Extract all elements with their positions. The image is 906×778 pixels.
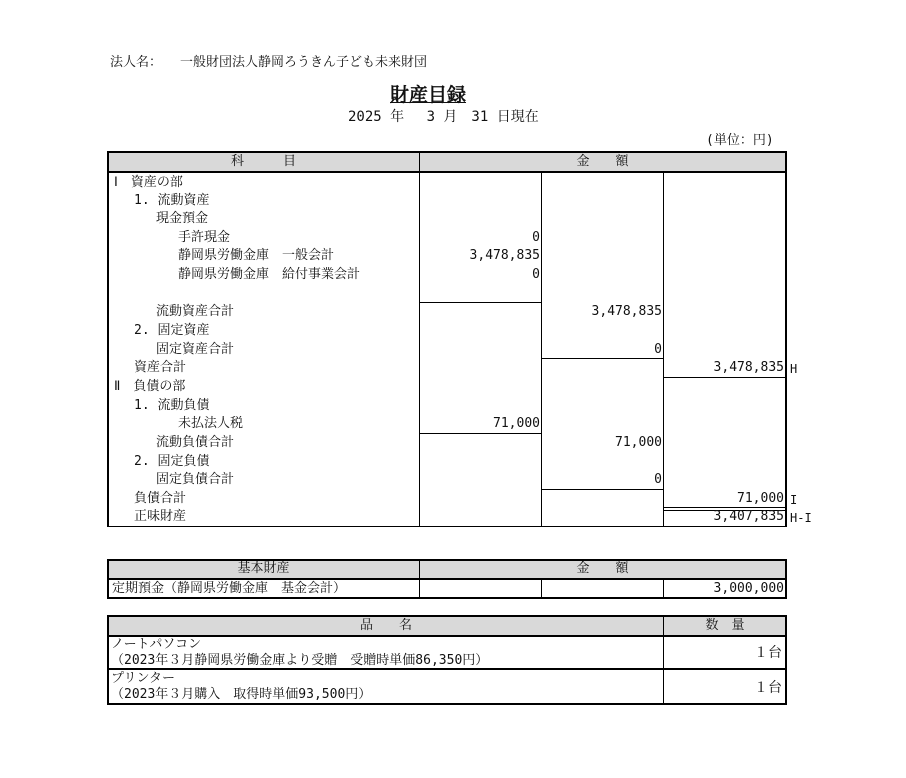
- row-current-assets-total: 流動資産合計: [156, 304, 235, 319]
- report-date: 2025 年 3 月 31 日現在: [348, 109, 539, 125]
- val-rokin-general: 3,478,835: [469, 248, 540, 263]
- item-qty: １台: [754, 645, 782, 661]
- row-rokin-general: 静岡県労働金庫 一般会計: [178, 248, 335, 263]
- row-cash-deposits: 現金預金: [156, 211, 209, 226]
- col-header-amount: 金 額: [576, 154, 629, 169]
- mark-net-assets: H-I: [790, 511, 812, 525]
- row-fixed-assets-total: 固定資産合計: [156, 342, 235, 357]
- item-note: （2023年３月静岡県労働金庫より受贈 受贈時単価86,350円）: [111, 653, 489, 668]
- val-rokin-benefit: 0: [532, 267, 540, 282]
- row-petty-cash: 手許現金: [178, 230, 231, 245]
- val-petty-cash: 0: [532, 230, 540, 245]
- mark-liab-total: I: [790, 493, 798, 507]
- item-qty: １台: [754, 680, 782, 696]
- row-assets-total: 資産合計: [134, 360, 187, 375]
- row-current-assets: 1. 流動資産: [134, 193, 210, 208]
- val-net-assets: 3,407,835: [713, 509, 784, 524]
- val-fixed-assets-total: 0: [654, 342, 662, 357]
- row-fixed-assets: 2. 固定資産: [134, 323, 210, 338]
- unit-label: (単位：円): [706, 133, 774, 148]
- val-assets-total: 3,478,835: [713, 360, 784, 375]
- row-liab-total: 負債合計: [134, 491, 187, 506]
- val-unpaid-tax: 71,000: [493, 416, 540, 431]
- row-rokin-benefit: 静岡県労働金庫 給付事業会計: [178, 267, 361, 282]
- row-net-assets: 正味財産: [134, 509, 187, 524]
- mark-assets-total: H: [790, 362, 798, 376]
- val-liab-total: 71,000: [737, 491, 784, 506]
- endowment-row-label: 定期預金（静岡県労働金庫 基金会計）: [112, 581, 347, 596]
- item-name: プリンター: [111, 671, 175, 686]
- col-header-subject: 科 目: [230, 154, 296, 169]
- item-name: ノートパソコン: [111, 637, 202, 652]
- endowment-row-value: 3,000,000: [713, 581, 784, 596]
- row-current-liab: 1. 流動負債: [134, 398, 210, 413]
- col-header-endowment: 基本財産: [237, 561, 290, 576]
- page-title: 財産目録: [390, 84, 467, 106]
- org-label: 法人名：: [110, 55, 163, 70]
- row-liabilities: Ⅱ 負債の部: [114, 379, 186, 394]
- col-header-endowment-amount: 金 額: [576, 561, 629, 576]
- col-header-qty: 数 量: [705, 618, 745, 633]
- row-current-liab-total: 流動負債合計: [156, 435, 235, 450]
- row-assets: Ⅰ 資産の部: [114, 175, 183, 190]
- val-fixed-liab-total: 0: [654, 472, 662, 487]
- row-fixed-liab-total: 固定負債合計: [156, 472, 235, 487]
- val-current-liab-total: 71,000: [615, 435, 662, 450]
- item-note: （2023年３月購入 取得時単価93,500円）: [111, 687, 372, 702]
- org-name: 一般財団法人静岡ろうきん子ども未来財団: [180, 55, 428, 70]
- val-current-assets-total: 3,478,835: [591, 304, 662, 319]
- row-fixed-liab: 2. 固定負債: [134, 454, 210, 469]
- col-header-item: 品 名: [359, 618, 412, 633]
- row-unpaid-tax: 未払法人税: [178, 416, 244, 431]
